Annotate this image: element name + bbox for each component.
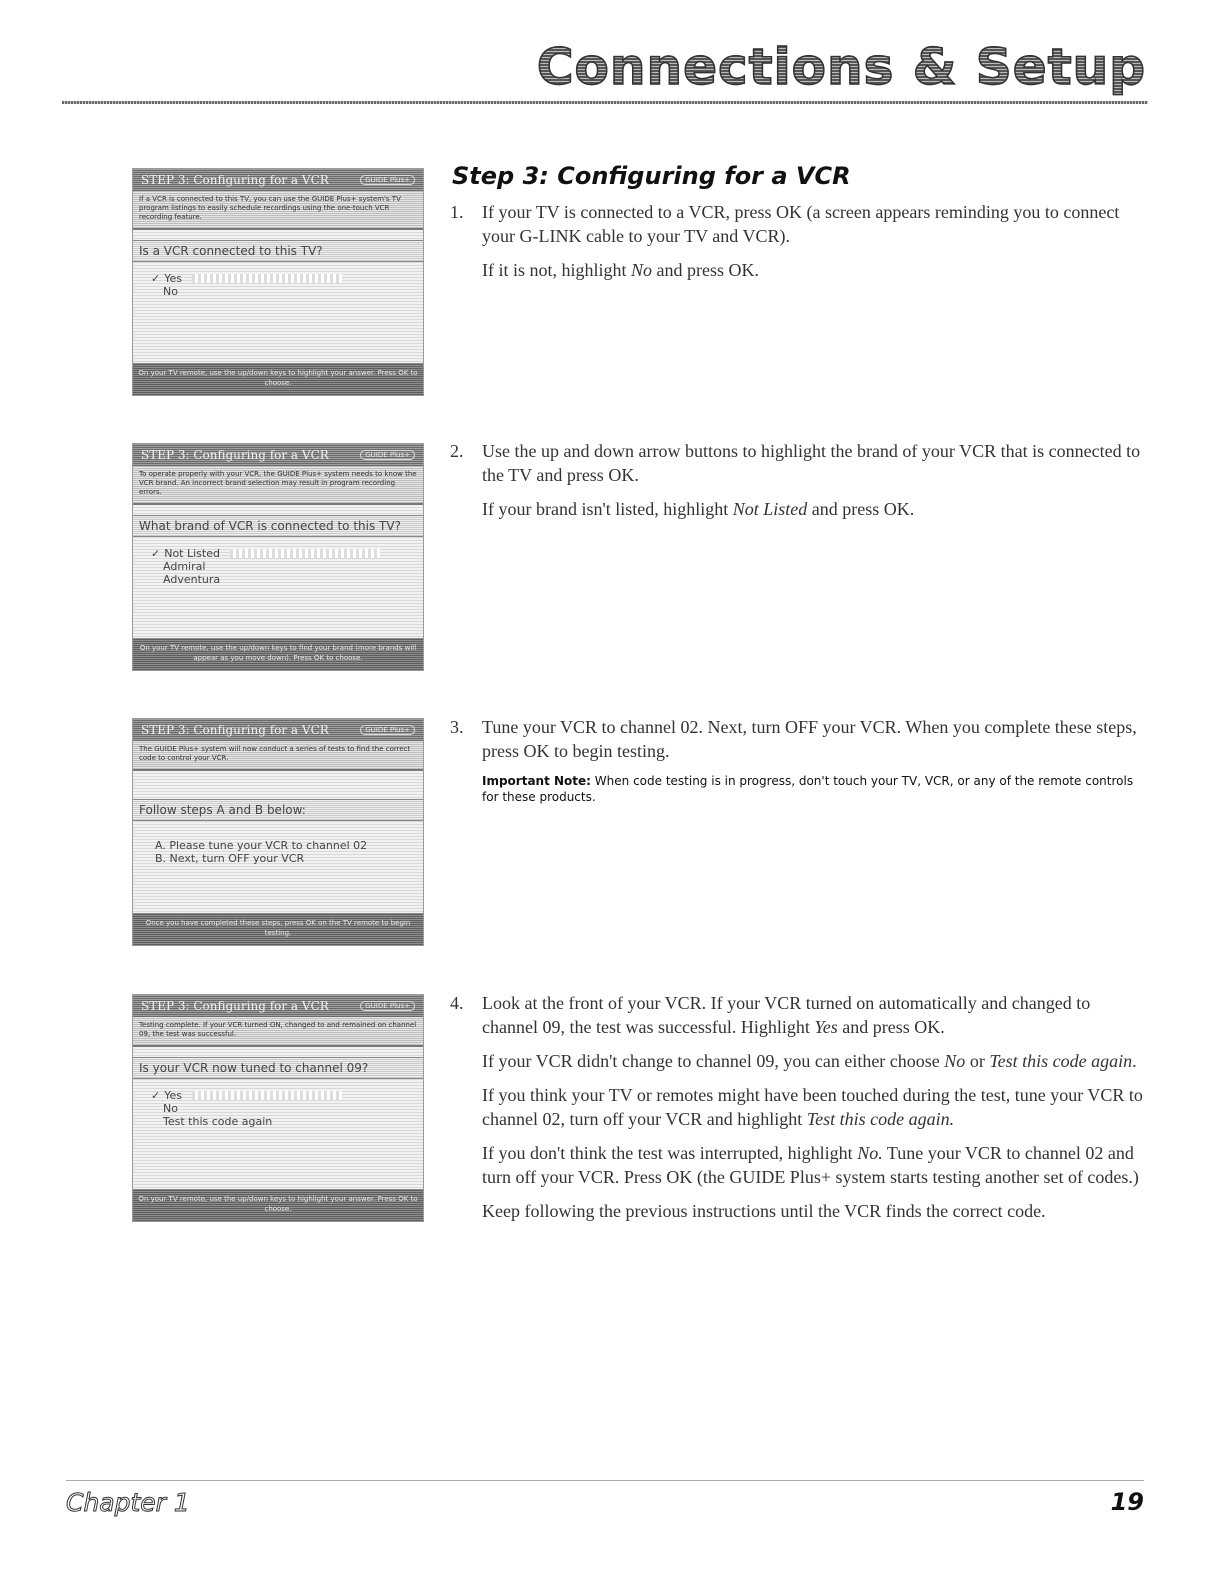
tv-option-label: Yes [164,272,182,285]
step-paragraph: If you think your TV or remotes might have been touched during the test, tune your VCR to channel 02, turn off your VCR and highlight Test this code again. [482,1085,1143,1129]
header-rule [62,101,1148,104]
page-header-title: Connections & Setup [536,38,1146,96]
guide-plus-tag: GUIDE Plus+ [360,450,415,460]
step-paragraph: If your brand isn't listed, highlight Not Listed and press OK. [482,499,915,519]
tv-options [133,1079,423,1128]
tv-titlebar [133,444,423,466]
important-note: Important Note: When code testing is in progress, don't touch your TV, VCR, or any of the remote controls for these products. [482,774,1134,804]
tv-option-selected[interactable] [151,547,423,560]
tv-screen-4 [132,994,424,1222]
step-paragraph: Look at the front of your VCR. If your VCR turned on automatically and changed to channel 09, the test was successful. Highlight Yes and press OK. [482,993,1091,1037]
step-paragraph: If you don't think the test was interrupted, highlight No. Tune your VCR to channel 02 and turn off your VCR. Press OK (the GUIDE Plus+ system starts testing another set of codes.) [482,1143,1139,1187]
footer-rule [66,1480,1144,1481]
checkmark-icon: ✓ [151,272,161,285]
tv-titlebar [133,169,423,191]
tv-title: STEP 3: Configuring for a VCR [141,448,329,462]
tv-help-text: The GUIDE Plus+ system will now conduct a series of tests to find the correct code to control your VCR. [133,741,423,771]
tv-option[interactable]: Admiral [163,560,206,573]
tv-options [133,262,423,298]
tv-screen-3 [132,718,424,946]
tv-instruction: A. Please tune your VCR to channel 02 [155,839,368,852]
tv-question: Is a VCR connected to this TV? [133,240,423,262]
step-item-2 [450,439,1150,531]
tv-title: STEP 3: Configuring for a VCR [141,999,329,1013]
step-paragraph: Use the up and down arrow buttons to highlight the brand of your VCR that is connected to the TV and press OK. [482,441,1141,485]
tv-question: What brand of VCR is connected to this TV? [133,515,423,537]
step-paragraph: Tune your VCR to channel 02. Next, turn OFF your VCR. When you complete these steps, press OK to begin testing. [482,717,1137,761]
tv-help-text: If a VCR is connected to this TV, you can use the GUIDE Plus+ system's TV program listings to easily schedule recordings using the one-touch VCR recording feature. [133,191,423,230]
tv-help-text: Testing complete. If your VCR turned ON, changed to and remained on channel 09, the test was successful. [133,1017,423,1047]
tv-screen-1 [132,168,424,396]
step-paragraph: If your VCR didn't change to channel 09, you can either choose No or Test this code again. [482,1051,1137,1071]
tv-options [133,821,423,865]
tv-help-text: To operate properly with your VCR, the GUIDE Plus+ system needs to know the VCR brand. An incorrect brand selection may result in program recording errors. [133,466,423,505]
tv-option[interactable]: No [163,285,178,298]
guide-plus-tag: GUIDE Plus+ [360,725,415,735]
tv-bottom-instructions: On your TV remote, use the up/down keys to find your brand (more brands will appear as you move down). Press OK to choose. [133,638,423,670]
highlight-bar [192,274,342,283]
step-number: 2. [450,441,464,461]
tv-options [133,537,423,586]
tv-option-selected[interactable] [151,272,423,285]
guide-plus-tag: GUIDE Plus+ [360,1001,415,1011]
step-item-4 [450,991,1150,1233]
highlight-bar [230,549,380,558]
tv-bottom-instructions: Once you have completed these steps, press OK on the TV remote to begin testing. [133,913,423,945]
tv-screen-2 [132,443,424,671]
checkmark-icon: ✓ [151,1089,161,1102]
tv-bottom-instructions: On your TV remote, use the up/down keys to highlight your answer. Press OK to choose. [133,1189,423,1221]
page-number: 19 [1110,1488,1144,1516]
step-number: 3. [450,717,464,737]
tv-titlebar [133,719,423,741]
tv-question: Follow steps A and B below: [133,799,423,821]
highlight-bar [192,1091,342,1100]
tv-option-label: Not Listed [164,547,220,560]
section-title: Step 3: Configuring for a VCR [452,162,851,190]
step-number: 1. [450,202,464,222]
step-item-1 [450,200,1150,292]
tv-title: STEP 3: Configuring for a VCR [141,723,329,737]
tv-bottom-instructions: On your TV remote, use the up/down keys to highlight your answer. Press OK to choose. [133,363,423,395]
tv-option-label: Yes [164,1089,182,1102]
tv-option[interactable]: Test this code again [163,1115,273,1128]
tv-option-selected[interactable] [151,1089,423,1102]
step-paragraph: If it is not, highlight No and press OK. [482,260,760,280]
footer-chapter: Chapter 1 [66,1488,190,1517]
tv-titlebar [133,995,423,1017]
tv-option[interactable]: No [163,1102,178,1115]
step-paragraph: If your TV is connected to a VCR, press OK (a screen appears reminding you to connect your G-LINK cable to your TV and VCR). [482,202,1120,246]
checkmark-icon: ✓ [151,547,161,560]
tv-instruction: B. Next, turn OFF your VCR [155,852,305,865]
step-item-3 [450,715,1150,805]
tv-question: Is your VCR now tuned to channel 09? [133,1057,423,1079]
tv-option[interactable]: Adventura [163,573,221,586]
step-paragraph: Keep following the previous instructions until the VCR finds the correct code. [482,1201,1046,1221]
guide-plus-tag: GUIDE Plus+ [360,175,415,185]
tv-title: STEP 3: Configuring for a VCR [141,173,329,187]
step-number: 4. [450,993,464,1013]
